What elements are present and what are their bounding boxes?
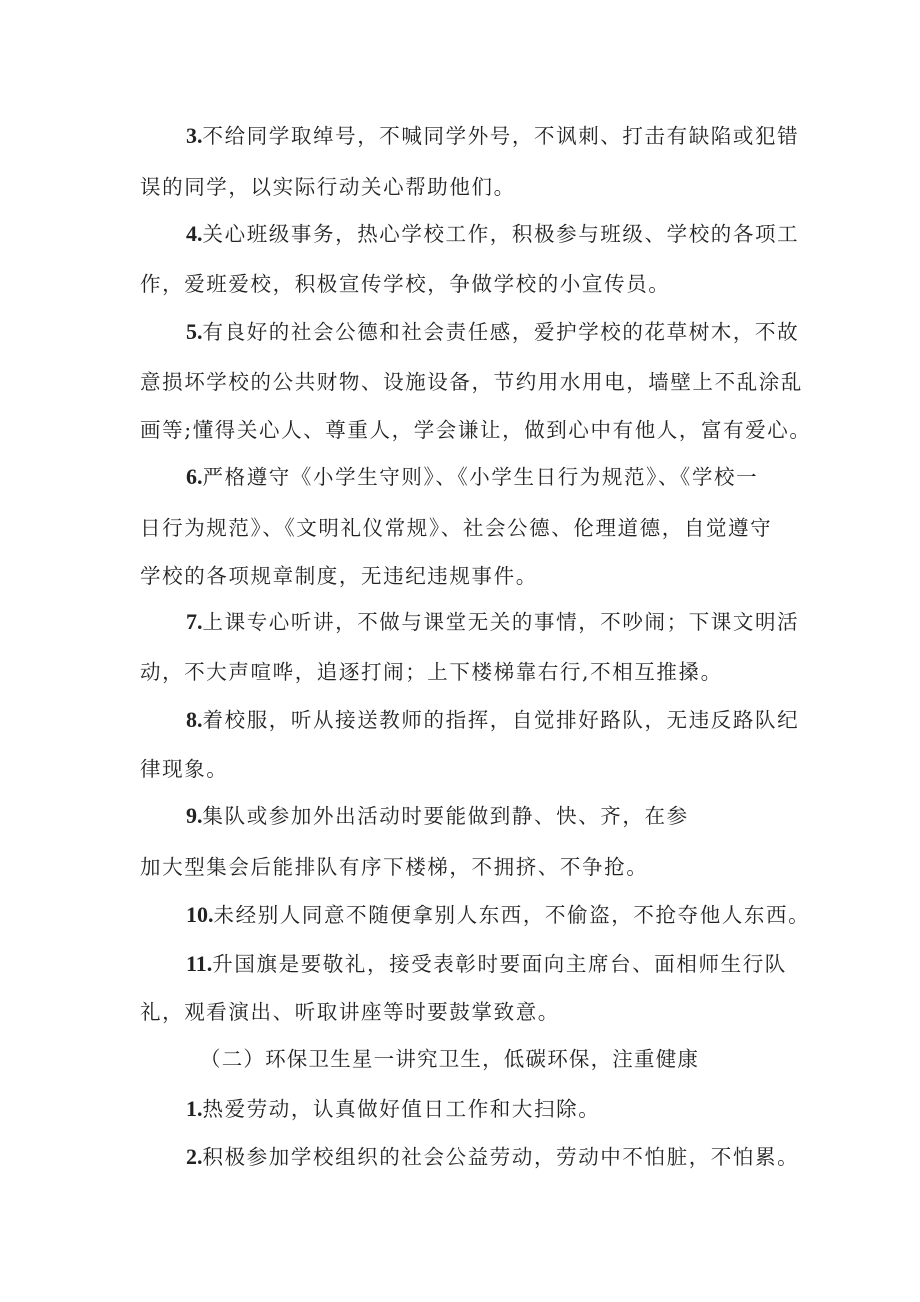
item-text: 不给同学取绰号，不喊同学外号，不讽刺、打击有缺陷或犯错 [202,124,800,148]
item-4-line-2 [140,270,670,298]
item-6-line-3 [140,562,538,590]
item-8-line-2 [140,755,228,783]
item-9-line-2 [140,853,648,881]
item-text: 作，爱班爱校，积极宣传学校，争做学校的小宣传员。 [140,272,671,296]
item-text: 积极参加学校组织的社会公益劳动，劳动中不怕脏，不怕累。 [202,1145,800,1169]
item-text: 关心班级事务，热心学校工作，积极参与班级、学校的各项工 [202,222,800,246]
item-text: 动，不大声喧哗，追逐打闹；上下楼梯靠右行,不相互推搡。 [140,660,723,684]
item-5-line-2 [140,368,803,396]
item-text: 加大型集会后能排队有序下楼梯，不拥挤、不争抢。 [140,855,649,879]
item-number: 7. [186,609,203,634]
item-number: 9. [186,803,203,828]
item-text: 误的同学，以实际行动关心帮助他们。 [140,175,516,199]
item-4-line-1 [186,220,799,248]
item-number: 2. [186,1144,203,1169]
item-text: 集队或参加外出活动时要能做到静、快、齐，在参 [202,804,689,828]
section-item-2 [186,1143,799,1171]
item-8-line-1 [186,706,799,734]
section-item-1 [186,1095,600,1123]
item-text: 日行为规范》、《文明礼仪常规》、社会公德、伦理道德，自觉遵守 [140,516,773,540]
item-text: 未经别人同意不随便拿别人东西，不偷盗，不抢夺他人东西。 [213,903,811,927]
item-6-line-2 [140,514,772,542]
item-text: 律现象。 [140,757,229,781]
item-number: 4. [186,221,203,246]
item-text: 礼，观看演出、听取讲座等时要鼓掌致意。 [140,1000,560,1024]
item-text: 热爱劳动，认真做好值日工作和大扫除。 [202,1097,601,1121]
item-6-line-1 [186,463,758,491]
item-11-line-2 [140,998,560,1026]
item-text: 升国旗是要敬礼，接受表彰时要面向主席台、面相师生行队 [212,952,787,976]
item-number: 3. [186,123,203,148]
item-10-line-1 [186,901,810,929]
item-number: 1. [186,1096,203,1121]
item-number: 10. [186,902,214,927]
item-text: 严格遵守《小学生守则》、《小学生日行为规范》、《学校一 [202,465,759,489]
item-11-line-1 [186,950,787,978]
item-3-line-1 [186,122,799,150]
item-number: 8. [186,707,203,732]
item-7-line-2 [140,658,723,686]
item-9-line-1 [186,802,689,830]
item-7-line-1 [186,608,799,636]
item-text: 上课专心听讲，不做与课堂无关的事情，不吵闹；下课文明活 [202,610,800,634]
item-3-line-2 [140,173,516,201]
item-number: 5. [186,319,203,344]
item-text: 有良好的社会公德和社会责任感，爱护学校的花草树木，不故 [202,320,800,344]
section-heading: （二）环保卫生星一讲究卫生，低碳环保，注重健康 [200,1047,700,1071]
item-5-line-1 [186,318,799,346]
item-number: 11. [186,951,213,976]
item-text: 意损坏学校的公共财物、设施设备，节约用水用电，墙壁上不乱涂乱 [140,370,803,394]
item-text: 着校服，听从接送教师的指挥，自觉排好路队，无违反路队纪 [202,708,800,732]
item-text: 学校的各项规章制度，无违纪违规事件。 [140,564,538,588]
item-5-line-3 [140,416,812,444]
item-number: 6. [186,464,203,489]
item-text: 画等;懂得关心人、尊重人，学会谦让，做到心中有他人，富有爱心。 [140,418,812,442]
